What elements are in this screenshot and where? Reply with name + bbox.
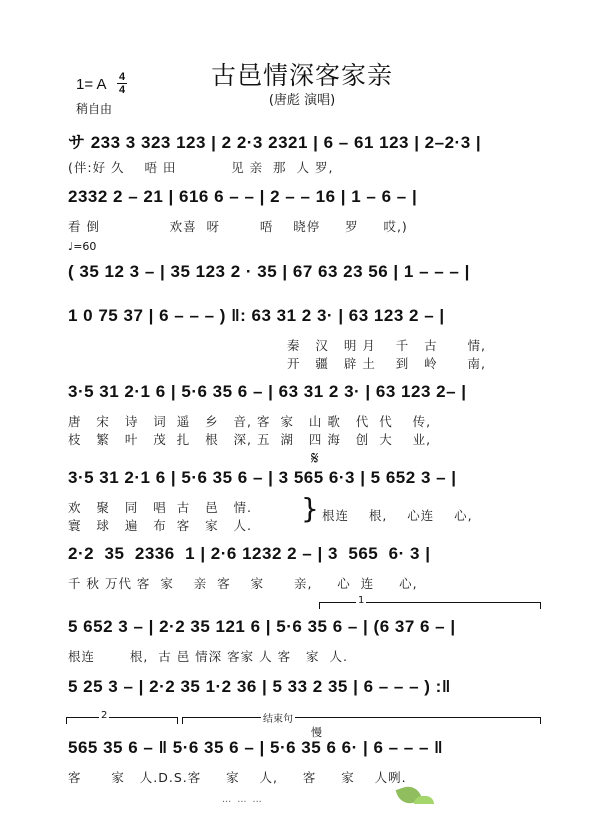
watermark-text: ... ... ...: [222, 793, 262, 805]
segno-sign: 𝄋: [311, 448, 319, 469]
lyrics-row-8: 根连 根, 古 邑 情深 客家 人 客 家 人.: [68, 649, 348, 664]
notation-row-7: 2·2 35 2336 1 | 2·6 1232 2 – | 3 565 6· 3 |: [68, 544, 431, 563]
notation-row-6: 3·5 31 2·1 6 | 5·6 35 6 – | 3 565 6·3 | 5 652 3 – |: [68, 468, 457, 487]
notation-row-5: 3·5 31 2·1 6 | 5·6 35 6 – | 63 31 2 3· | 63 123 2– |: [68, 382, 467, 401]
volta-bracket-2: [66, 710, 178, 724]
lyrics-row-7: 千 秋 万代 客 家 亲 客 家 亲, 心 连 心,: [68, 576, 418, 591]
lyrics-row-1: (伴:好 久 唔 田 见 亲 那 人 罗,: [68, 160, 334, 175]
volta-label-2: 2: [101, 710, 108, 721]
lyrics-row-6-chorus: 根连 根, 心连 心,: [322, 508, 473, 523]
notation-row-2: 2332 2 – 21 | 616 6 – – | 2 – – 16 | 1 – 6 – |: [68, 187, 418, 206]
lyrics-row-4-verse-1: 秦 汉 明 月 千 古 情,: [287, 338, 486, 353]
slow-marking: 慢: [311, 726, 322, 739]
notation-row-3: ( 35 12 3 – | 35 123 2 · 35 | 67 63 23 56 | 1 – – – |: [68, 262, 470, 281]
singer-credit: (唐彪 演唱): [268, 93, 336, 108]
lyrics-row-10: 客 家 人.D.S.客 家 人, 客 家 人咧.: [68, 770, 407, 785]
leaf-logo-icon-2: [414, 796, 434, 804]
notation-row-1: サ 233 3 323 123 | 2 2·3 2321 | 6 – 61 123 | 2–2·3 |: [68, 133, 482, 152]
time-signature: [117, 72, 127, 95]
volta-label-1: 1: [358, 595, 365, 606]
time-denominator: 4: [118, 84, 126, 96]
tempo-marking: 稍自由: [76, 102, 113, 116]
tempo-bpm: ♩=60: [68, 240, 97, 253]
verse-brace: }: [301, 492, 319, 525]
lyrics-row-4-verse-2: 开 疆 辟 土 到 岭 南,: [287, 356, 486, 371]
volta-bracket-1: [319, 595, 541, 609]
notation-row-8: 5 652 3 – | 2·2 35 121 6 | 5·6 35 6 – | (6 37 6 – |: [68, 617, 456, 636]
lyrics-row-2: 看 倒 欢喜 呀 唔 晓停 罗 哎,): [68, 219, 408, 234]
lyrics-row-6-verse-2: 寰 球 遍 布 客 家 人.: [68, 518, 253, 533]
ending-bracket: [182, 714, 541, 725]
time-numerator: 4: [118, 71, 126, 83]
key-signature: 1= A: [76, 76, 107, 93]
notation-row-10: 565 35 6 – ‖ 5·6 35 6 – | 5·6 35 6 6· | 6 – – – ‖: [68, 738, 444, 757]
ending-label: 结束句: [261, 710, 295, 725]
lyrics-row-5-verse-2: 枝 繁 叶 茂 扎 根 深, 五 湖 四 海 创 大 业,: [68, 432, 432, 447]
song-title: 古邑情深客家亲: [210, 61, 393, 90]
lyrics-row-6-verse-1: 欢 聚 同 唱 古 邑 情.: [68, 500, 253, 515]
notation-row-9: 5 25 3 – | 2·2 35 1·2 36 | 5 33 2 35 | 6 – – – ) :‖: [68, 677, 451, 696]
lyrics-row-5-verse-1: 唐 宋 诗 词 遥 乡 音, 客 家 山 歌 代 代 传,: [68, 414, 432, 429]
notation-row-4: 1 0 75 37 | 6 – – – ) ‖: 63 31 2 3· | 63 123 2 – |: [68, 306, 445, 325]
